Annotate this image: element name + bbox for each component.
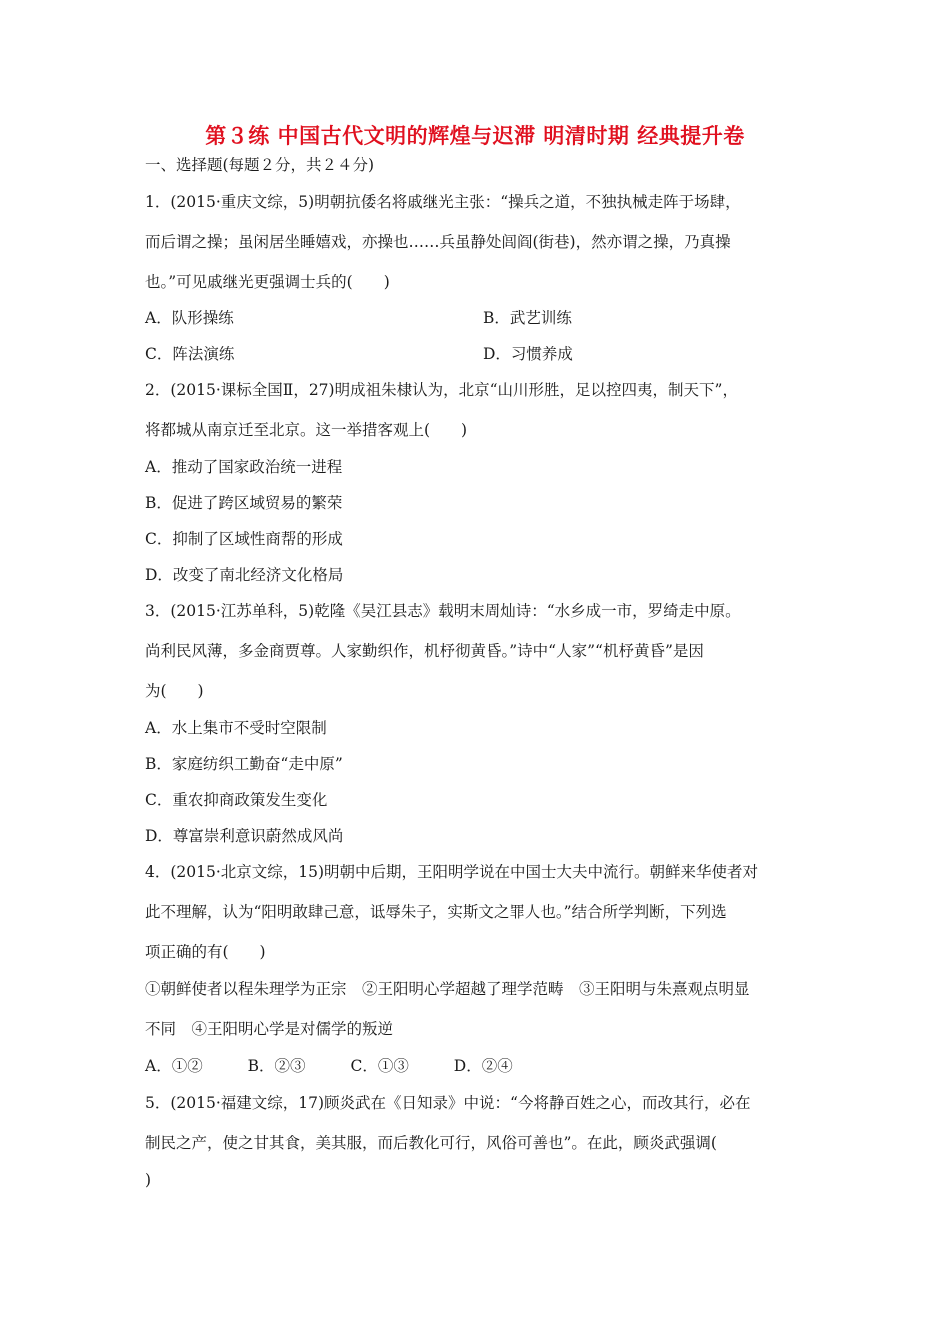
question-3-line-2: 尚利民风薄，多金商贾尊。人家勤织作，机杼彻黄昏。”诗中“人家”“机杼黄昏”是因	[145, 642, 704, 660]
question-2-line-2: 将都城从南京迁至北京。这一举措客观上( )	[145, 421, 468, 439]
question-4-option-b: B．②③	[247, 1057, 306, 1075]
question-1-option-d: D．习惯养成	[483, 345, 573, 363]
question-5-line-2: 制民之产，使之甘其食，美其服，而后教化可行，风俗可善也”。在此，顾炎武强调(	[145, 1134, 717, 1152]
question-2-option-d: D．改变了南北经济文化格局	[145, 566, 344, 584]
question-4-option-a: A．①②	[145, 1057, 203, 1075]
question-5-line-3: )	[145, 1171, 152, 1189]
question-2-option-a: A．推动了国家政治统一进程	[145, 458, 343, 476]
question-1-option-c: C．阵法演练	[145, 345, 235, 363]
question-4-option-c: C．①③	[350, 1057, 409, 1075]
question-2-option-c: C．抑制了区域性商帮的形成	[145, 530, 343, 548]
page-title: 第３练 中国古代文明的辉煌与迟滞 明清时期 经典提升卷	[205, 124, 745, 148]
question-1-line-2: 而后谓之操；虽闲居坐睡嬉戏，亦操也……兵虽静处闾阎(街巷)，然亦谓之操，乃真操	[145, 233, 731, 251]
question-5-line-1: 5．(2015·福建文综，17)顾炎武在《日知录》中说：“今将静百姓之心，而改其行，必在	[145, 1094, 751, 1112]
question-1-line-1: 1．(2015·重庆文综，5)明朝抗倭名将戚继光主张：“操兵之道，不独执械走阵于场肆，	[145, 193, 741, 211]
question-3-option-c: C．重农抑商政策发生变化	[145, 791, 328, 809]
question-2-option-b: B．促进了跨区域贸易的繁荣	[145, 494, 343, 512]
section-heading: 一、选择题(每题２分，共２４分)	[145, 156, 375, 174]
question-1-line-3: 也。”可见戚继光更强调士兵的( )	[145, 273, 390, 291]
question-4-option-d: D．②④	[453, 1057, 513, 1075]
question-4-line-5: 不同 ④王阳明心学是对儒学的叛逆	[145, 1020, 394, 1038]
question-1-option-b: B．武艺训练	[483, 309, 572, 327]
question-4-line-1: 4．(2015·北京文综，15)明朝中后期，王阳明学说在中国士大夫中流行。朝鲜来华使者对	[145, 863, 759, 881]
question-3-option-b: B．家庭纺织工勤奋“走中原”	[145, 755, 343, 773]
question-4-line-2: 此不理解，认为“阳明敢肆己意，诋辱朱子，实斯文之罪人也。”结合所学判断，下列选	[145, 903, 727, 921]
question-3-option-d: D．尊富崇利意识蔚然成风尚	[145, 827, 344, 845]
question-3-line-1: 3．(2015·江苏单科，5)乾隆《吴江县志》载明末周灿诗：“水乡成一市，罗绮走中原。	[145, 602, 741, 620]
question-3-option-a: A．水上集市不受时空限制	[145, 719, 327, 737]
question-2-line-1: 2．(2015·课标全国Ⅱ，27)明成祖朱棣认为，北京“山川形胜，足以控四夷，制天下”，	[145, 381, 738, 399]
question-4-options	[145, 1054, 553, 1076]
question-4-line-4: ①朝鲜使者以程朱理学为正宗 ②王阳明心学超越了理学范畴 ③王阳明与朱熹观点明显	[145, 980, 750, 998]
question-3-line-3: 为( )	[145, 682, 204, 700]
question-4-line-3: 项正确的有( )	[145, 943, 266, 961]
question-1-option-a: A．队形操练	[145, 309, 234, 327]
